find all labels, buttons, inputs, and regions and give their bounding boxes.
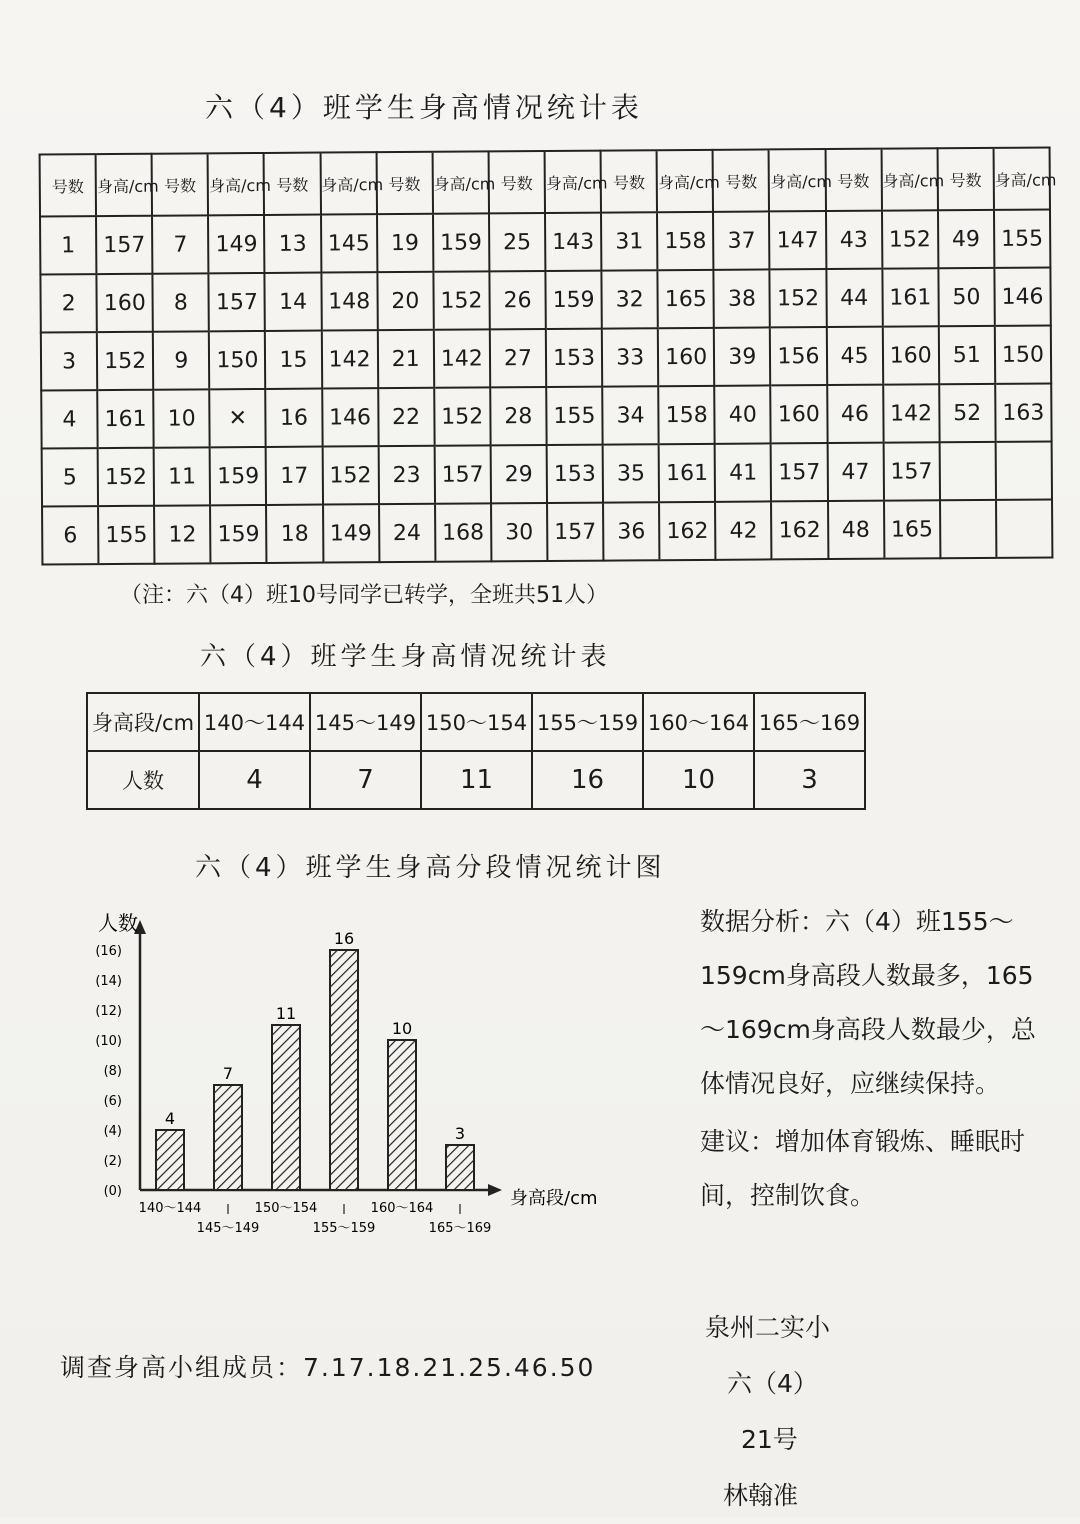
number-cell: 4 [41, 390, 98, 448]
header-number-cell: 号数 [601, 150, 658, 212]
number-cell: 28 [490, 387, 547, 445]
y-tick-label: (2) [103, 1154, 122, 1169]
survey-members: 调查身高小组成员：7.17.18.21.25.46.50 [60, 1353, 596, 1382]
height-cell: 152 [770, 269, 827, 327]
raw-height-table [39, 146, 1057, 565]
number-cell: 32 [601, 270, 658, 328]
table-row [42, 441, 1052, 506]
number-cell: 9 [153, 331, 210, 389]
range-cell: 160～164 [643, 693, 754, 751]
height-cell: 149 [208, 215, 265, 273]
height-cell: 155 [546, 387, 603, 445]
count-label-cell: 人数 [87, 751, 199, 809]
number-cell: 14 [265, 273, 322, 331]
number-cell: 45 [826, 327, 883, 385]
bar [156, 1130, 184, 1190]
count-cell: 10 [643, 751, 754, 809]
bar [446, 1145, 474, 1190]
number-cell: 37 [713, 211, 770, 269]
height-cell: 157 [434, 445, 491, 503]
number-cell: 12 [154, 505, 211, 563]
number-cell: 46 [827, 385, 884, 443]
number-cell: 16 [266, 389, 323, 447]
height-cell: 157 [883, 442, 940, 500]
number-cell: 17 [266, 447, 323, 505]
range-cell: 155～159 [532, 693, 643, 751]
height-cell [995, 441, 1052, 499]
bar-value-label: 7 [222, 1064, 234, 1083]
height-cell: 152 [322, 446, 379, 504]
header-height-cell: 身高/cm [96, 154, 153, 216]
header-number-cell: 号数 [264, 153, 321, 215]
x-axis-arrow [488, 1184, 502, 1196]
height-cell: ✕ [210, 389, 267, 447]
number-cell: 19 [377, 214, 434, 272]
height-cell: 146 [322, 388, 379, 446]
height-cell: 153 [547, 445, 604, 503]
height-cell: 160 [882, 326, 939, 384]
number-cell: 1 [40, 216, 97, 274]
range-cell: 165～169 [754, 693, 865, 751]
range-cell: 145～149 [310, 693, 421, 751]
y-tick-label: (10) [95, 1034, 122, 1049]
height-cell: 157 [96, 216, 153, 274]
number-cell: 36 [603, 502, 660, 560]
height-cell: 152 [98, 448, 155, 506]
bar-chart [60, 900, 620, 1260]
height-cell: 143 [545, 213, 602, 271]
height-cell: 159 [210, 447, 267, 505]
x-tick-label: 155～159 [312, 1221, 376, 1236]
number-cell: 2 [40, 274, 97, 332]
height-cell: 157 [209, 273, 266, 331]
x-tick-label: 140～144 [138, 1201, 202, 1216]
number-cell: 11 [154, 447, 211, 505]
chart-title: 六（4）班学生身高分段情况统计图 [195, 853, 666, 883]
number-cell: 8 [153, 273, 210, 331]
height-cell: 146 [994, 267, 1051, 325]
table-row [41, 325, 1051, 390]
number-cell: 13 [264, 215, 321, 273]
summary-table [86, 692, 866, 810]
bar-value-label: 11 [275, 1004, 297, 1023]
x-axis-title: 身高段/cm [510, 1188, 598, 1209]
number-cell: 25 [489, 213, 546, 271]
header-height-cell: 身高/cm [208, 153, 265, 215]
height-cell: 165 [658, 270, 715, 328]
number-cell: 10 [153, 389, 210, 447]
bar-value-label: 10 [391, 1019, 413, 1038]
header-height-cell: 身高/cm [993, 147, 1050, 209]
height-cell: 152 [433, 271, 490, 329]
height-cell: 152 [882, 210, 939, 268]
header-number-cell: 号数 [376, 152, 433, 214]
x-tick-label: 165～169 [428, 1221, 492, 1236]
height-cell: 159 [545, 271, 602, 329]
number-cell: 30 [491, 503, 548, 561]
height-cell: 147 [769, 211, 826, 269]
header-height-cell: 身高/cm [432, 151, 489, 213]
table-row [40, 267, 1050, 332]
height-cell: 159 [210, 505, 267, 563]
height-cell: 152 [97, 332, 154, 390]
number-cell: 20 [377, 272, 434, 330]
number-cell: 21 [377, 330, 434, 388]
number-cell: 43 [826, 211, 883, 269]
height-cell: 153 [546, 329, 603, 387]
x-tick-label: 145～149 [196, 1221, 260, 1236]
header-number-cell: 号数 [152, 153, 209, 215]
y-tick-label: (4) [103, 1124, 122, 1139]
header-height-cell: 身高/cm [881, 148, 938, 210]
suggestion-text: 建议：增加体育锻炼、睡眠时间，控制饮食。 [700, 1127, 1026, 1210]
height-cell: 158 [658, 386, 715, 444]
number-cell: 50 [938, 268, 995, 326]
table-row [42, 499, 1052, 564]
number-cell [940, 500, 997, 558]
number-cell: 38 [714, 269, 771, 327]
height-cell [996, 499, 1053, 557]
x-tick-label: 160～164 [370, 1201, 434, 1216]
header-number-cell: 号数 [713, 149, 770, 211]
y-tick-label: (14) [95, 974, 122, 989]
height-cell: 142 [883, 384, 940, 442]
number-cell: 51 [939, 326, 996, 384]
header-label-cell: 身高段/cm [87, 693, 199, 751]
number-cell: 29 [490, 445, 547, 503]
number-cell: 47 [827, 443, 884, 501]
raw-table-title: 六（4）班学生身高情况统计表 [205, 91, 643, 124]
count-cell: 16 [532, 751, 643, 809]
school-name: 泉州二实小 [705, 1313, 831, 1342]
height-cell: 157 [771, 443, 828, 501]
height-cell: 161 [97, 390, 154, 448]
header-number-cell: 号数 [40, 154, 97, 216]
number-cell: 33 [602, 328, 659, 386]
header-height-cell: 身高/cm [320, 152, 377, 214]
number-cell [939, 442, 996, 500]
number-cell: 49 [938, 210, 995, 268]
data-analysis [700, 895, 1050, 1223]
number-cell: 52 [939, 384, 996, 442]
table-row [41, 383, 1051, 448]
height-cell: 142 [434, 329, 491, 387]
student-name: 林翰准 [723, 1481, 799, 1510]
y-tick-label: (0) [103, 1184, 122, 1199]
number-cell: 42 [715, 501, 772, 559]
height-cell: 162 [659, 502, 716, 560]
number-cell: 39 [714, 327, 771, 385]
header-number-cell: 号数 [937, 148, 994, 210]
height-cell: 168 [435, 503, 492, 561]
height-cell: 148 [321, 272, 378, 330]
height-cell: 145 [321, 214, 378, 272]
header-height-cell: 身高/cm [769, 149, 826, 211]
bar [272, 1025, 300, 1190]
class-name: 六（4） [727, 1369, 818, 1398]
height-cell: 159 [433, 213, 490, 271]
number-cell: 22 [378, 388, 435, 446]
height-cell: 160 [658, 328, 715, 386]
height-cell: 155 [98, 506, 155, 564]
number-cell: 41 [715, 443, 772, 501]
height-cell: 163 [995, 383, 1052, 441]
number-cell: 48 [828, 501, 885, 559]
bar-value-label: 4 [164, 1109, 176, 1128]
height-cell: 156 [770, 327, 827, 385]
height-cell: 155 [994, 209, 1051, 267]
y-tick-label: (16) [95, 944, 122, 959]
summary-table-title: 六（4）班学生身高情况统计表 [200, 642, 611, 672]
number-cell: 15 [265, 331, 322, 389]
number-cell: 44 [826, 269, 883, 327]
height-cell: 157 [547, 503, 604, 561]
bar [214, 1085, 242, 1190]
analysis-text: 数据分析：六（4）班155～159cm身高段人数最多，165～169cm身高段人数最少，总体情况良好，应继续保持。 [700, 907, 1036, 1098]
number-cell: 27 [490, 329, 547, 387]
number-cell: 40 [715, 385, 772, 443]
height-cell: 152 [434, 387, 491, 445]
count-cell: 11 [421, 751, 532, 809]
number-cell: 35 [603, 444, 660, 502]
number-cell: 7 [152, 215, 209, 273]
height-cell: 142 [321, 330, 378, 388]
number-cell: 3 [41, 332, 98, 390]
table-row [40, 209, 1050, 274]
height-cell: 160 [771, 385, 828, 443]
count-cell: 7 [310, 751, 421, 809]
signature-block [705, 1300, 830, 1524]
student-number: 21号 [741, 1425, 798, 1454]
height-cell: 149 [323, 504, 380, 562]
height-cell: 160 [97, 274, 154, 332]
bar-value-label: 16 [333, 929, 355, 948]
y-tick-label: (6) [103, 1094, 122, 1109]
header-height-cell: 身高/cm [545, 151, 602, 213]
height-cell: 165 [884, 500, 941, 558]
number-cell: 34 [602, 386, 659, 444]
number-cell: 26 [489, 271, 546, 329]
number-cell: 5 [42, 448, 99, 506]
height-cell: 158 [657, 212, 714, 270]
y-tick-label: (8) [103, 1064, 122, 1079]
height-cell: 150 [209, 331, 266, 389]
y-tick-label: (12) [95, 1004, 122, 1019]
number-cell: 31 [601, 212, 658, 270]
range-cell: 150～154 [421, 693, 532, 751]
height-cell: 162 [771, 501, 828, 559]
header-height-cell: 身高/cm [657, 150, 714, 212]
bar [388, 1040, 416, 1190]
number-cell: 18 [266, 505, 323, 563]
x-tick-label: 150～154 [254, 1201, 318, 1216]
bar-value-label: 3 [454, 1124, 466, 1143]
header-number-cell: 号数 [488, 151, 545, 213]
range-cell: 140～144 [199, 693, 310, 751]
height-cell: 161 [659, 444, 716, 502]
transfer-note: （注：六（4）班10号同学已转学，全班共51人） [120, 583, 608, 608]
header-number-cell: 号数 [825, 149, 882, 211]
count-cell: 3 [754, 751, 865, 809]
bar [330, 950, 358, 1190]
count-cell: 4 [199, 751, 310, 809]
number-cell: 24 [379, 504, 436, 562]
y-axis-title: 人数 [98, 911, 138, 935]
number-cell: 23 [378, 446, 435, 504]
height-cell: 161 [882, 268, 939, 326]
height-cell: 150 [995, 325, 1052, 383]
number-cell: 6 [42, 506, 99, 564]
